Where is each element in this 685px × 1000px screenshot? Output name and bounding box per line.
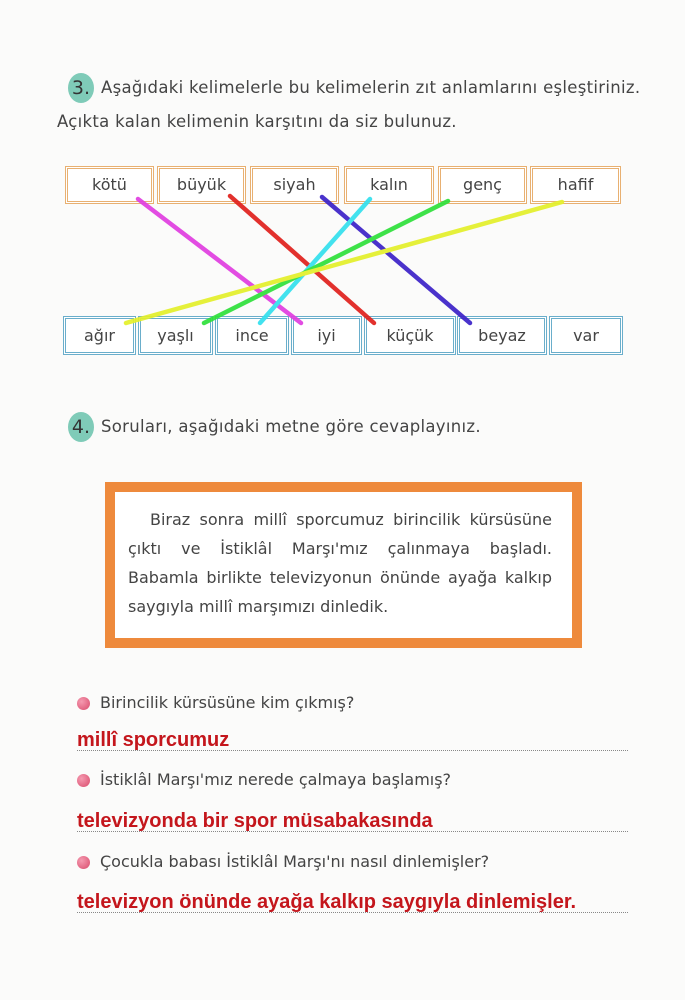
- word-box-top[interactable]: siyah: [250, 166, 339, 204]
- answer-line-3[interactable]: [77, 884, 628, 913]
- match-line-kalin-ince: [260, 199, 370, 323]
- match-line-buyuk-kucuk: [230, 196, 374, 323]
- exercise-4-instruction: Soruları, aşağıdaki metne göre cevaplayınız.: [101, 417, 481, 436]
- match-line-kotu-iyi: [138, 199, 301, 323]
- match-line-siyah-beyaz: [322, 197, 470, 323]
- passage-text: [128, 505, 552, 621]
- answer-1: millî sporcumuz: [77, 729, 230, 751]
- question-2: İstiklâl Marşı'mız nerede çalmaya başlamış?: [100, 770, 452, 789]
- word-box-top[interactable]: kötü: [65, 166, 154, 204]
- question-3: Çocukla babası İstiklâl Marşı'nı nasıl dinlemişler?: [100, 852, 490, 871]
- answer-line-1[interactable]: [77, 722, 628, 751]
- question-number-badge: 3.: [68, 73, 94, 103]
- word-box-bottom[interactable]: ağır: [63, 316, 136, 355]
- answer-line-2[interactable]: [77, 803, 628, 832]
- bullet-icon: [77, 697, 90, 710]
- word-box-top[interactable]: kalın: [344, 166, 434, 204]
- word-box-bottom[interactable]: iyi: [291, 316, 362, 355]
- word-box-top[interactable]: genç: [438, 166, 527, 204]
- answer-3: televizyon önünde ayağa kalkıp saygıyla dinlemişler.: [77, 891, 577, 913]
- match-line-genc-yasli: [204, 201, 448, 323]
- match-line-hafif-agir: [126, 202, 562, 323]
- word-box-bottom[interactable]: yaşlı: [138, 316, 213, 355]
- bullet-icon: [77, 856, 90, 869]
- word-box-top[interactable]: büyük: [157, 166, 246, 204]
- question-1: Birincilik kürsüsüne kim çıkmış?: [100, 693, 355, 712]
- word-box-bottom[interactable]: var: [549, 316, 623, 355]
- exercise-3-instruction-line-1: Aşağıdaki kelimelerle bu kelimelerin zıt anlamlarını eşleştiriniz.: [101, 78, 641, 97]
- word-box-bottom[interactable]: ince: [215, 316, 289, 355]
- answer-2: televizyonda bir spor müsabakasında: [77, 810, 433, 832]
- question-number-badge: 4.: [68, 412, 94, 442]
- bullet-icon: [77, 774, 90, 787]
- word-box-bottom[interactable]: beyaz: [457, 316, 547, 355]
- passage-paragraph: Biraz sonra millî sporcumuz birincilik kürsüsüne çıktı ve İstiklâl Marşı'mız çalınmaya başladı. Babamla birlikte televizyonun önünde ayağa kalkıp saygıyla millî marşımızı dinledik.: [128, 510, 552, 616]
- word-box-bottom[interactable]: küçük: [364, 316, 456, 355]
- word-box-top[interactable]: hafif: [530, 166, 621, 204]
- exercise-3-instruction-line-2: Açıkta kalan kelimenin karşıtını da siz bulunuz.: [57, 112, 457, 131]
